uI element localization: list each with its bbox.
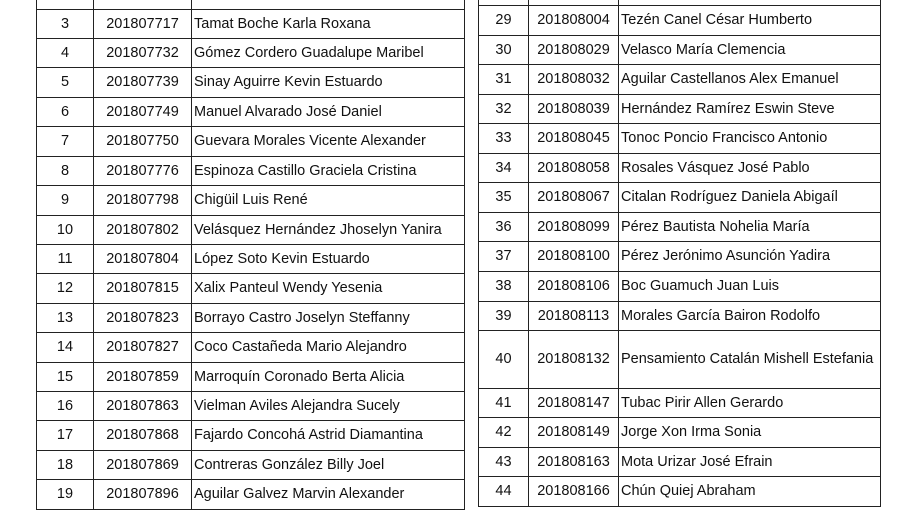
student-name: Velásquez Hernández Jhoselyn Yanira (192, 216, 465, 245)
student-name: Rosales Vásquez José Pablo (619, 154, 881, 183)
student-name: Chigüil Luis René (192, 186, 465, 216)
student-name (192, 0, 465, 10)
row-number: 19 (37, 480, 94, 510)
table-row (37, 304, 465, 333)
row-number (37, 0, 94, 10)
table-row (37, 274, 465, 304)
student-name: Manuel Alvarado José Daniel (192, 98, 465, 127)
row-number: 8 (37, 157, 94, 186)
student-id (94, 0, 192, 10)
student-table-left (36, 0, 465, 510)
student-id: 201808004 (529, 6, 619, 36)
student-name: Chún Quiej Abraham (619, 477, 881, 507)
student-name: Vielman Aviles Alejandra Sucely (192, 392, 465, 421)
row-number: 17 (37, 421, 94, 451)
student-id: 201808100 (529, 242, 619, 272)
row-number: 12 (37, 274, 94, 304)
row-number: 9 (37, 186, 94, 216)
table-row (37, 480, 465, 510)
table-row (479, 36, 881, 65)
student-name: Espinoza Castillo Graciela Cristina (192, 157, 465, 186)
student-id: 201807798 (94, 186, 192, 216)
row-number: 5 (37, 68, 94, 98)
row-number: 32 (479, 95, 529, 124)
table-row (479, 213, 881, 242)
table-row (37, 68, 465, 98)
student-name: Sinay Aguirre Kevin Estuardo (192, 68, 465, 98)
row-number: 41 (479, 389, 529, 418)
student-name: Tonoc Poncio Francisco Antonio (619, 124, 881, 154)
student-id: 201808039 (529, 95, 619, 124)
table-row (479, 448, 881, 477)
row-number: 15 (37, 363, 94, 392)
table-row (37, 333, 465, 363)
student-id: 201807732 (94, 39, 192, 68)
student-name: Borrayo Castro Joselyn Steffanny (192, 304, 465, 333)
table-row (37, 157, 465, 186)
row-number: 29 (479, 6, 529, 36)
student-id: 201807827 (94, 333, 192, 363)
student-name: Tezén Canel César Humberto (619, 6, 881, 36)
student-id: 201808106 (529, 272, 619, 302)
student-name: Morales García Bairon Rodolfo (619, 302, 881, 331)
table-row (479, 272, 881, 302)
table-row (479, 389, 881, 418)
row-number: 34 (479, 154, 529, 183)
student-name: Pensamiento Catalán Mishell Estefania (619, 331, 881, 389)
student-name: Aguilar Castellanos Alex Emanuel (619, 65, 881, 95)
student-name: Pérez Bautista Nohelia María (619, 213, 881, 242)
student-name: Aguilar Galvez Marvin Alexander (192, 480, 465, 510)
table-row (37, 39, 465, 68)
student-id: 201807863 (94, 392, 192, 421)
student-id: 201807859 (94, 363, 192, 392)
table-row (479, 302, 881, 331)
row-number: 18 (37, 451, 94, 480)
row-number: 7 (37, 127, 94, 157)
student-id: 201807776 (94, 157, 192, 186)
row-number: 14 (37, 333, 94, 363)
row-number: 42 (479, 418, 529, 448)
table-row (479, 418, 881, 448)
row-number: 10 (37, 216, 94, 245)
table-row (37, 451, 465, 480)
table-row (37, 186, 465, 216)
student-name: Tubac Pirir Allen Gerardo (619, 389, 881, 418)
table-row (479, 124, 881, 154)
table-row (37, 245, 465, 274)
student-id: 201807717 (94, 10, 192, 39)
row-number: 16 (37, 392, 94, 421)
student-id: 201807868 (94, 421, 192, 451)
student-id: 201808099 (529, 213, 619, 242)
row-number: 35 (479, 183, 529, 213)
row-number: 31 (479, 65, 529, 95)
table-row (479, 331, 881, 389)
table-row (37, 0, 465, 10)
table-row (37, 216, 465, 245)
table-row (479, 95, 881, 124)
student-name: Boc Guamuch Juan Luis (619, 272, 881, 302)
table-row (37, 98, 465, 127)
student-name: Coco Castañeda Mario Alejandro (192, 333, 465, 363)
student-id: 201807869 (94, 451, 192, 480)
student-name: Citalan Rodríguez Daniela Abigaíl (619, 183, 881, 213)
row-number: 30 (479, 36, 529, 65)
student-id: 201808045 (529, 124, 619, 154)
student-id: 201808113 (529, 302, 619, 331)
table-row (479, 154, 881, 183)
row-number: 3 (37, 10, 94, 39)
student-name: Fajardo Concohá Astrid Diamantina (192, 421, 465, 451)
table-row (37, 421, 465, 451)
student-id: 201807804 (94, 245, 192, 274)
row-number: 33 (479, 124, 529, 154)
student-id: 201808029 (529, 36, 619, 65)
row-number: 40 (479, 331, 529, 389)
student-id: 201807739 (94, 68, 192, 98)
student-name: Pérez Jerónimo Asunción Yadira (619, 242, 881, 272)
row-number: 36 (479, 213, 529, 242)
row-number: 39 (479, 302, 529, 331)
table-row (479, 477, 881, 507)
student-id: 201808032 (529, 65, 619, 95)
student-name: Mota Urizar José Efrain (619, 448, 881, 477)
student-name: Guevara Morales Vicente Alexander (192, 127, 465, 157)
row-number: 4 (37, 39, 94, 68)
student-name: Marroquín Coronado Berta Alicia (192, 363, 465, 392)
table-row (479, 242, 881, 272)
student-id: 201807815 (94, 274, 192, 304)
table-row (37, 392, 465, 421)
student-name: Gómez Cordero Guadalupe Maribel (192, 39, 465, 68)
student-id: 201807749 (94, 98, 192, 127)
row-number: 43 (479, 448, 529, 477)
row-number: 37 (479, 242, 529, 272)
table-row (37, 363, 465, 392)
student-id: 201808067 (529, 183, 619, 213)
row-number: 6 (37, 98, 94, 127)
student-name: Tamat Boche Karla Roxana (192, 10, 465, 39)
student-name: Hernández Ramírez Eswin Steve (619, 95, 881, 124)
student-name: Contreras González Billy Joel (192, 451, 465, 480)
student-name: Velasco María Clemencia (619, 36, 881, 65)
student-id: 201808163 (529, 448, 619, 477)
table-row (37, 10, 465, 39)
table-row (479, 6, 881, 36)
table-row (479, 65, 881, 95)
student-table-right (478, 0, 881, 507)
student-id: 201808132 (529, 331, 619, 389)
row-number: 44 (479, 477, 529, 507)
student-id: 201807750 (94, 127, 192, 157)
student-id: 201808058 (529, 154, 619, 183)
table-row (479, 183, 881, 213)
student-name: Jorge Xon Irma Sonia (619, 418, 881, 448)
student-id: 201808149 (529, 418, 619, 448)
student-name: López Soto Kevin Estuardo (192, 245, 465, 274)
table-row (37, 127, 465, 157)
student-id: 201807896 (94, 480, 192, 510)
row-number: 38 (479, 272, 529, 302)
student-id: 201808166 (529, 477, 619, 507)
row-number: 13 (37, 304, 94, 333)
student-id: 201808147 (529, 389, 619, 418)
row-number: 11 (37, 245, 94, 274)
student-id: 201807802 (94, 216, 192, 245)
student-name: Xalix Panteul Wendy Yesenia (192, 274, 465, 304)
student-id: 201807823 (94, 304, 192, 333)
